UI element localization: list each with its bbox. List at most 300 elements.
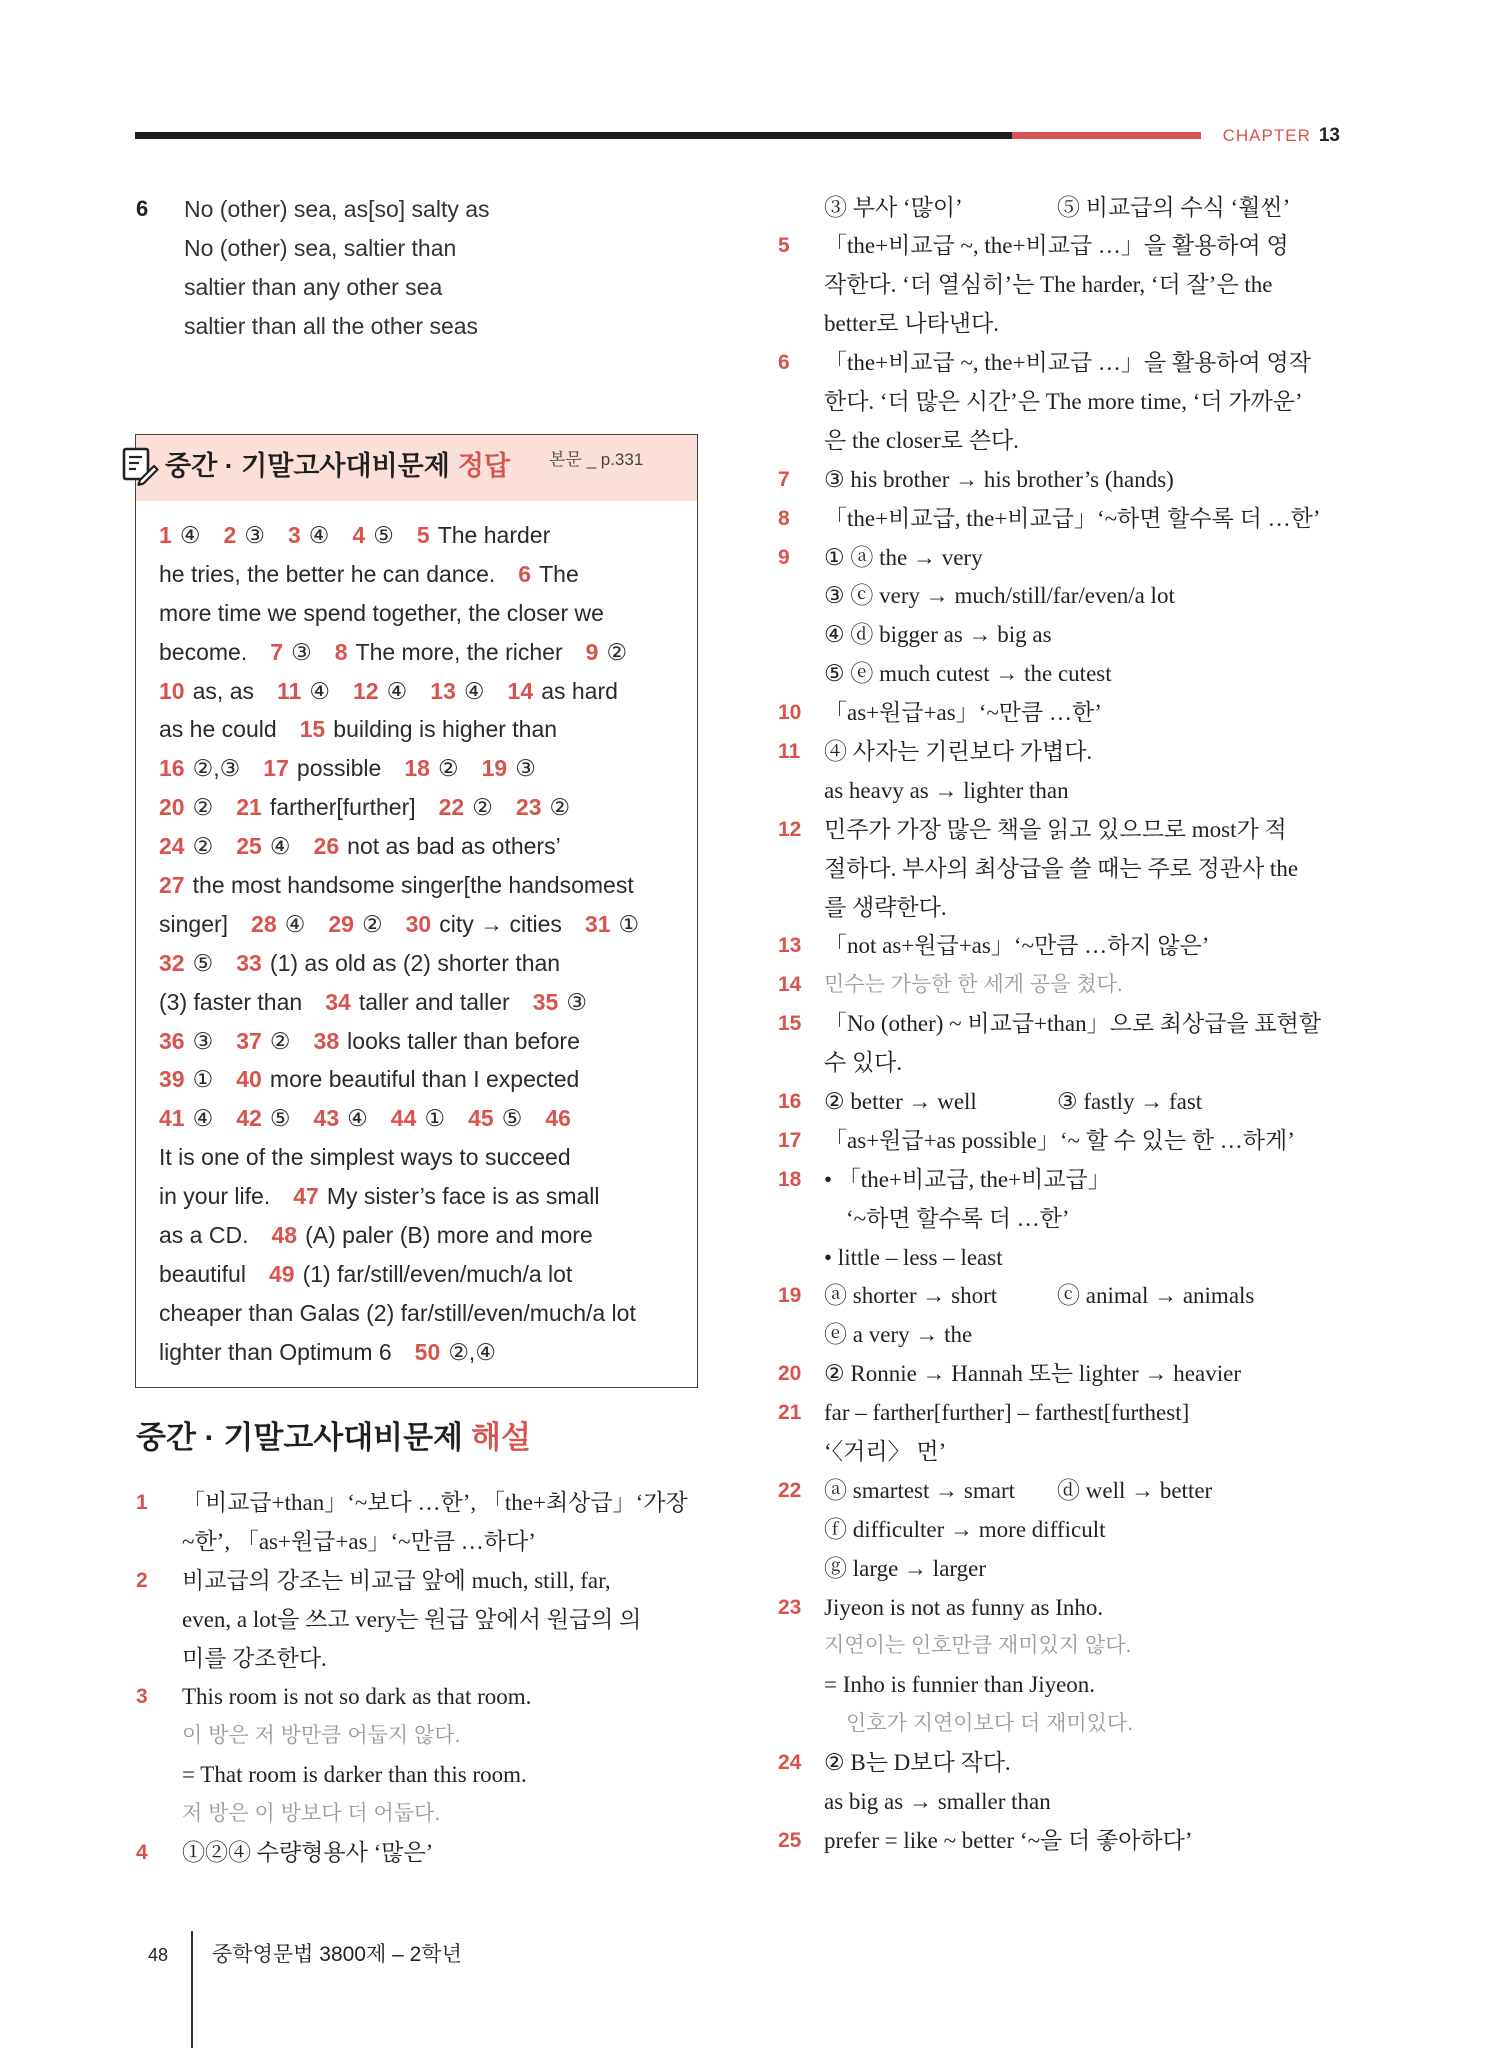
explanation-text xyxy=(182,1678,531,1717)
answer-key-box xyxy=(135,434,698,1388)
answer-text: not as bad as others’ xyxy=(347,833,561,860)
explanation-text-part: = That room is darker than this room. xyxy=(182,1762,527,1788)
explanation-row xyxy=(136,1756,698,1795)
explanation-text-part: 「as+원급+as possible」‘~ 할 수 있는 한 …하게’ xyxy=(824,1127,1295,1153)
notepad-pen-icon xyxy=(122,444,160,486)
explanation-number: 11 xyxy=(778,739,801,763)
answer-number: 8 xyxy=(334,638,348,665)
explanation-text xyxy=(824,383,1303,422)
chapter-marker xyxy=(1223,122,1340,150)
explanation-text-part: 를 생략한다. xyxy=(824,894,947,920)
explanation-number: 3 xyxy=(136,1685,148,1709)
explanation-row xyxy=(778,1589,1340,1628)
explanation-row xyxy=(778,1277,1340,1316)
explanation-text-part: 비교급의 강조는 비교급 앞에 much, still, far, xyxy=(182,1567,611,1593)
answer-text: possible xyxy=(296,755,382,782)
explanation-text xyxy=(824,539,983,578)
answer-row xyxy=(159,555,684,594)
explanation-text xyxy=(824,1472,1212,1511)
explanation-number: 10 xyxy=(778,701,802,725)
answer-row xyxy=(159,1177,684,1216)
answer-text: as a CD. xyxy=(159,1222,249,1249)
answer-text: cheaper than Galas (2) far/still/even/much/a lot xyxy=(159,1299,636,1326)
explanation-text xyxy=(824,1627,1131,1666)
explanation-text xyxy=(824,266,1272,305)
answer-text: ④ xyxy=(269,833,291,860)
explanation-row xyxy=(778,305,1340,344)
answer-row xyxy=(159,1138,684,1177)
answer-number: 41 xyxy=(159,1105,185,1132)
answer-text: ① xyxy=(424,1105,446,1132)
answer-text: building is higher than xyxy=(333,716,558,743)
explanation-text-part: ⓐ smartest → smart xyxy=(824,1477,1015,1503)
explanation-number: 19 xyxy=(778,1284,802,1308)
answer-key-title-accent: 정답 xyxy=(457,451,510,481)
explanation-text-part: 「as+원급+as」‘~만큼 …한’ xyxy=(824,700,1102,726)
answer-text: ④ xyxy=(347,1105,368,1132)
explanation-text-part: 「the+비교급 ~, the+비교급 …」을 활용하여 영작 xyxy=(824,350,1311,376)
answer-text: ③ xyxy=(515,755,536,782)
answer-number: 30 xyxy=(405,910,432,937)
answer-key-title-text: 중간 · 기말고사대비문제 xyxy=(165,451,450,481)
answer-text: (A) paler (B) more and more xyxy=(305,1222,593,1249)
explanation-row xyxy=(136,1484,698,1523)
explanation-row xyxy=(778,1433,1340,1472)
explanation-text xyxy=(824,616,1052,655)
explanation-text-part: 인호가 지연이보다 더 재미있다. xyxy=(846,1712,1134,1736)
explanation-row xyxy=(778,1744,1340,1783)
explanation-text xyxy=(824,1744,1011,1783)
answer-row xyxy=(159,866,684,905)
explanation-row xyxy=(778,1044,1340,1083)
answer-number: 27 xyxy=(159,872,185,899)
answer-number: 29 xyxy=(328,910,354,937)
explanation-row xyxy=(778,189,1340,228)
top-answer-line: saltier than all the other seas xyxy=(184,312,479,339)
book-title: 중학영문법 3800제 – 2학년 xyxy=(212,1943,462,1966)
explanation-text-part: • little – less – least xyxy=(824,1244,1003,1270)
explanation-text-part: ④ ⓓ bigger as → big as xyxy=(824,622,1052,648)
explanation-text-part: 「not as+원급+as」‘~만큼 …하지 않은’ xyxy=(824,933,1210,959)
explanation-text-part: ⓖ large → larger xyxy=(824,1555,987,1581)
answer-number: 26 xyxy=(313,833,340,860)
answer-text: (1) as old as (2) shorter than xyxy=(269,949,561,976)
answer-number: 15 xyxy=(299,716,326,743)
explanation-text xyxy=(182,1562,611,1601)
explanation-text xyxy=(824,966,1123,1005)
answer-number: 48 xyxy=(271,1222,298,1249)
answer-text: as hard xyxy=(541,677,618,704)
explanation-row xyxy=(778,1627,1340,1666)
explanation-text-part: ② better → well xyxy=(824,1088,977,1114)
explanation-text-part: • 「the+비교급, the+비교급」 xyxy=(824,1166,1111,1192)
explanation-number: 23 xyxy=(778,1595,802,1619)
answer-number: 22 xyxy=(438,794,465,821)
answer-row xyxy=(159,672,684,711)
explanation-text xyxy=(182,1484,688,1523)
explanation-text-part: 미를 강조한다. xyxy=(182,1645,327,1671)
explanation-number: 14 xyxy=(778,973,802,997)
answer-row xyxy=(159,1099,684,1138)
explanation-text-part: ② Ronnie → Hannah 또는 lighter → heavier xyxy=(824,1361,1241,1387)
explanation-text-part: = Inho is funnier than Jiyeon. xyxy=(824,1672,1096,1698)
answer-number: 45 xyxy=(468,1105,494,1132)
answer-text: in your life. xyxy=(159,1183,271,1210)
answer-text: ②,③ xyxy=(192,755,241,782)
answer-number: 3 xyxy=(287,522,301,548)
explanation-row xyxy=(778,1083,1340,1122)
explanation-text-part: 「No (other) ~ 비교급+than」으로 최상급을 표현할 xyxy=(824,1011,1322,1037)
explanation-text-part: ⑤ ⓔ much cutest → the cutest xyxy=(824,661,1112,687)
explanation-number: 22 xyxy=(778,1478,802,1502)
explanation-text-part: ④ 사자는 기린보다 가볍다. xyxy=(824,738,1093,764)
explanation-text-part: 「the+비교급, the+비교급」‘~하면 할수록 더 …한’ xyxy=(824,505,1321,531)
answer-text: The harder xyxy=(437,522,551,548)
answer-row xyxy=(159,944,684,983)
top-answer-line: No (other) sea, saltier than xyxy=(184,234,457,261)
explanation-row xyxy=(778,655,1340,694)
explanation-number: 18 xyxy=(778,1167,802,1191)
answer-text: the most handsome singer[the handsomest xyxy=(192,872,634,899)
explanation-text-part: ② B는 D보다 작다. xyxy=(824,1750,1011,1776)
answer-text: looks taller than before xyxy=(347,1027,580,1054)
explanation-number: 9 xyxy=(778,545,790,569)
explanation-number: 25 xyxy=(778,1828,802,1852)
explanation-text xyxy=(824,461,1174,500)
explanation-row xyxy=(778,1316,1340,1355)
explanation-row xyxy=(778,1705,1340,1744)
answer-number: 4 xyxy=(352,522,366,548)
explanation-text xyxy=(824,1783,1051,1822)
explanation-text xyxy=(824,655,1112,694)
explanation-row xyxy=(778,616,1340,655)
answer-number: 1 xyxy=(159,522,172,548)
explanation-row xyxy=(778,461,1340,500)
explanation-number: 15 xyxy=(778,1012,802,1036)
top-answer-number: 6 xyxy=(136,196,149,221)
explanation-row xyxy=(778,811,1340,850)
explanation-number: 21 xyxy=(778,1401,802,1425)
explanation-row xyxy=(778,772,1340,811)
answer-text: ②,④ xyxy=(448,1338,496,1365)
answer-text: ② xyxy=(472,794,493,821)
explanation-text xyxy=(824,1083,1202,1122)
answer-text: ⑤ xyxy=(192,949,214,976)
answer-text: ① xyxy=(618,910,640,937)
explanation-text xyxy=(824,1122,1295,1161)
explanation-row xyxy=(778,966,1340,1005)
explanation-row xyxy=(778,1472,1340,1511)
explanation-row xyxy=(136,1640,698,1679)
explanation-text xyxy=(824,850,1298,889)
explanation-text-part: better로 나타낸다. xyxy=(824,311,999,337)
explanation-row xyxy=(778,539,1340,578)
explanation-row xyxy=(778,1355,1340,1394)
explanation-row xyxy=(136,1834,698,1873)
explanation-title-accent: 해설 xyxy=(471,1420,531,1455)
answer-text: more beautiful than I expected xyxy=(269,1066,580,1093)
answer-number: 32 xyxy=(159,949,185,976)
answer-number: 31 xyxy=(584,910,611,937)
explanation-text xyxy=(824,1355,1241,1394)
explanation-text-part: 이 방은 저 방만큼 어둡지 않다. xyxy=(182,1724,461,1748)
answer-text: The xyxy=(539,560,579,587)
explanation-text-part: ⓔ a very → the xyxy=(824,1322,973,1348)
explanation-row xyxy=(136,1601,698,1640)
answer-text: as, as xyxy=(192,677,255,704)
answer-text: ② xyxy=(437,755,459,782)
explanation-row xyxy=(778,1666,1340,1705)
explanation-text xyxy=(182,1795,440,1834)
answer-number: 25 xyxy=(236,833,262,860)
top-answer-lines xyxy=(184,190,696,346)
answer-row xyxy=(159,1255,684,1294)
explanation-text xyxy=(846,1200,1070,1239)
answer-row xyxy=(159,1216,684,1255)
explanation-heading xyxy=(136,1419,531,1457)
answer-key-title xyxy=(165,435,510,501)
explanation-row xyxy=(136,1523,698,1562)
answer-text: ② xyxy=(361,910,383,937)
answer-text: more time we spend together, the closer we xyxy=(159,599,604,626)
answer-number: 16 xyxy=(159,755,185,782)
answer-row xyxy=(159,905,684,944)
answer-text: ④ xyxy=(284,910,306,937)
answer-text: The more, the richer xyxy=(355,638,563,665)
answer-number: 23 xyxy=(515,794,542,821)
explanation-number: 13 xyxy=(778,934,802,958)
chapter-rule-accent xyxy=(1012,132,1201,139)
chapter-number: 13 xyxy=(1318,125,1340,146)
explanation-text xyxy=(182,1601,641,1640)
explanation-text xyxy=(824,1589,1103,1628)
answer-text: ⑤ xyxy=(373,522,394,548)
answer-text: My sister’s face is as small xyxy=(326,1183,600,1210)
answer-text: as he could xyxy=(159,716,277,743)
explanation-text-part: 한다. ‘더 많은 시간’은 The more time, ‘더 가까운’ xyxy=(824,388,1303,414)
answer-row xyxy=(159,594,684,633)
answer-number: 50 xyxy=(414,1338,441,1365)
explanation-text-part: ⓕ difficulter → more difficult xyxy=(824,1516,1106,1542)
explanation-number: 17 xyxy=(778,1128,802,1152)
answer-text: city → cities xyxy=(439,910,562,937)
answer-text: farther[further] xyxy=(269,794,416,821)
explanation-text-part: 절하다. 부사의 최상급을 쓸 때는 주로 정관사 the xyxy=(824,855,1299,881)
explanation-number: 7 xyxy=(778,467,790,491)
explanation-text xyxy=(824,927,1209,966)
answer-row xyxy=(159,749,684,788)
explanation-text xyxy=(824,305,999,344)
explanation-row xyxy=(136,1795,698,1834)
answer-text: ③ xyxy=(192,1027,214,1054)
explanation-row xyxy=(778,422,1340,461)
explanation-text-part: as big as → smaller than xyxy=(824,1789,1051,1815)
answer-row xyxy=(159,983,684,1022)
answer-text: ④ xyxy=(463,677,485,704)
answer-number: 37 xyxy=(236,1027,262,1054)
answer-number: 12 xyxy=(353,677,379,704)
answer-number: 18 xyxy=(404,755,430,782)
answer-number: 47 xyxy=(293,1183,319,1210)
answer-text: ③ xyxy=(566,988,587,1015)
explanation-row xyxy=(778,577,1340,616)
explanation-text-part: prefer = like ~ better ‘~을 더 좋아하다’ xyxy=(824,1827,1193,1853)
answer-text: It is one of the simplest ways to succeed xyxy=(159,1144,571,1171)
explanation-text xyxy=(824,1161,1111,1200)
answer-number: 17 xyxy=(263,755,289,782)
explanation-text-part: ⑤ 비교급의 수식 ‘훨씬’ xyxy=(1057,194,1291,220)
answer-row xyxy=(159,1333,684,1372)
explanation-row xyxy=(778,1239,1340,1278)
explanation-number: 5 xyxy=(778,234,790,258)
explanation-text-part: ③ his brother → his brother’s (hands) xyxy=(824,466,1174,492)
explanation-text-part: ⓒ animal → animals xyxy=(1057,1283,1255,1309)
explanation-right-column xyxy=(778,189,1340,1861)
explanation-text xyxy=(182,1834,433,1873)
explanation-number: 6 xyxy=(778,351,790,375)
answer-number: 10 xyxy=(159,677,185,704)
explanation-text xyxy=(824,189,1290,228)
explanation-text xyxy=(824,694,1102,733)
explanation-row xyxy=(778,1200,1340,1239)
answer-number: 5 xyxy=(416,522,430,548)
top-answer-line: No (other) sea, as[so] salty as xyxy=(184,196,490,222)
explanation-row xyxy=(778,1783,1340,1822)
answer-row xyxy=(159,788,684,827)
answer-number: 39 xyxy=(159,1066,185,1093)
explanation-text xyxy=(824,1394,1189,1433)
explanation-row xyxy=(778,1822,1340,1861)
explanation-text-part: ⓓ well → better xyxy=(1057,1477,1213,1503)
explanation-text xyxy=(824,1822,1192,1861)
answer-row xyxy=(159,1022,684,1061)
answer-number: 14 xyxy=(507,677,534,704)
answer-text: ④ xyxy=(192,1105,214,1132)
explanation-row xyxy=(136,1678,698,1717)
answer-text: taller and taller xyxy=(358,988,510,1015)
answer-number: 42 xyxy=(236,1105,262,1132)
explanation-number: 20 xyxy=(778,1362,802,1386)
answer-text: ④ xyxy=(308,522,330,548)
answer-text: singer] xyxy=(159,910,229,937)
answer-text: ④ xyxy=(309,677,331,704)
explanation-text xyxy=(182,1717,460,1756)
explanation-text-part: 「the+비교급 ~, the+비교급 …」을 활용하여 영 xyxy=(824,233,1289,259)
answer-text: ⑤ xyxy=(269,1105,291,1132)
answer-text: ① xyxy=(192,1066,214,1093)
answer-number: 28 xyxy=(251,910,277,937)
answer-row xyxy=(159,710,684,749)
explanation-text xyxy=(824,227,1289,266)
answer-text: he tries, the better he can dance. xyxy=(159,560,496,587)
answer-row xyxy=(159,633,684,672)
explanation-text xyxy=(824,1550,986,1589)
explanation-text xyxy=(824,500,1321,539)
answer-row xyxy=(159,516,684,555)
top-answer-line: saltier than any other sea xyxy=(184,273,443,300)
answer-number: 46 xyxy=(545,1105,571,1132)
explanation-text-part: ⓐ shorter → short xyxy=(824,1283,998,1309)
explanation-row xyxy=(778,1161,1340,1200)
answer-text: ② xyxy=(549,794,571,821)
answer-number: 40 xyxy=(236,1066,262,1093)
explanation-row xyxy=(778,850,1340,889)
explanation-text xyxy=(846,1705,1133,1744)
answer-number: 11 xyxy=(277,677,302,704)
explanation-number: 12 xyxy=(778,817,802,841)
explanation-number: 24 xyxy=(778,1751,802,1775)
explanation-left-column xyxy=(136,1484,698,1873)
chapter-rule-black xyxy=(135,132,1012,139)
explanation-text-part: ~한’, 「as+원급+as」‘~만큼 …하다’ xyxy=(182,1528,536,1554)
explanation-text xyxy=(182,1523,536,1562)
answer-row xyxy=(159,1294,684,1333)
explanation-text xyxy=(824,733,1092,772)
answer-row xyxy=(159,1060,684,1099)
answer-number: 38 xyxy=(313,1027,340,1054)
answer-text: ③ xyxy=(244,522,265,548)
explanation-text xyxy=(824,1511,1105,1550)
answer-text: (3) faster than xyxy=(159,988,303,1015)
explanation-row xyxy=(778,383,1340,422)
answer-number: 6 xyxy=(518,560,532,587)
explanation-text-part: 작한다. ‘더 열심히’는 The harder, ‘더 잘’은 the xyxy=(824,272,1273,298)
answer-number: 34 xyxy=(325,988,351,1015)
answer-number: 36 xyxy=(159,1027,185,1054)
answer-number: 24 xyxy=(159,833,185,860)
top-answer xyxy=(136,190,696,350)
explanation-text xyxy=(824,422,1019,461)
explanation-text xyxy=(824,1005,1321,1044)
explanation-text xyxy=(182,1640,327,1679)
explanation-text-part: 은 the closer로 쓴다. xyxy=(824,427,1019,453)
explanation-row xyxy=(778,1394,1340,1433)
explanation-text-part: 저 방은 이 방보다 더 어둡다. xyxy=(182,1802,441,1826)
answer-number: 7 xyxy=(270,638,284,665)
explanation-row xyxy=(778,1550,1340,1589)
explanation-text-part: ③ fastly → fast xyxy=(1057,1088,1203,1114)
explanation-text xyxy=(824,1277,1254,1316)
explanation-text-part: Jiyeon is not as funny as Inho. xyxy=(824,1594,1104,1620)
explanation-text-part: ① ⓐ the → very xyxy=(824,544,983,570)
page-reference: 본문 _ p.331 xyxy=(549,450,644,469)
answer-key-header xyxy=(136,435,697,501)
explanation-row xyxy=(778,927,1340,966)
explanation-text-part: 민수는 가능한 한 세게 공을 쳤다. xyxy=(824,973,1123,997)
explanation-number: 8 xyxy=(778,506,790,530)
explanation-number: 16 xyxy=(778,1089,802,1113)
explanation-text-part: even, a lot을 쓰고 very는 원급 앞에서 원급의 의 xyxy=(182,1606,642,1632)
explanation-text-part: far – farther[further] – farthest[furthest] xyxy=(824,1400,1190,1426)
answer-text: ④ xyxy=(179,522,201,548)
explanation-text-part: ‘〈거리〉 먼’ xyxy=(824,1439,947,1464)
explanation-text xyxy=(824,1044,902,1083)
answer-number: 13 xyxy=(430,677,456,704)
explanation-row xyxy=(136,1717,698,1756)
explanation-text-part: 지연이는 인호만큼 재미있지 않다. xyxy=(824,1634,1132,1658)
explanation-row xyxy=(778,1005,1340,1044)
answer-row xyxy=(159,827,684,866)
answer-number: 20 xyxy=(159,794,185,821)
explanation-title: 중간 · 기말고사대비문제 xyxy=(136,1420,464,1455)
explanation-text xyxy=(824,577,1175,616)
explanation-text-part: 민주가 가장 많은 책을 읽고 있으므로 most가 적 xyxy=(824,816,1287,842)
explanation-text xyxy=(182,1756,527,1795)
explanation-text-part: 「비교급+than」‘~보다 …한’, 「the+최상급」‘가장 xyxy=(182,1490,688,1515)
explanation-row xyxy=(778,733,1340,772)
explanation-text-part: ‘~하면 할수록 더 …한’ xyxy=(846,1205,1070,1231)
explanation-row xyxy=(778,227,1340,266)
